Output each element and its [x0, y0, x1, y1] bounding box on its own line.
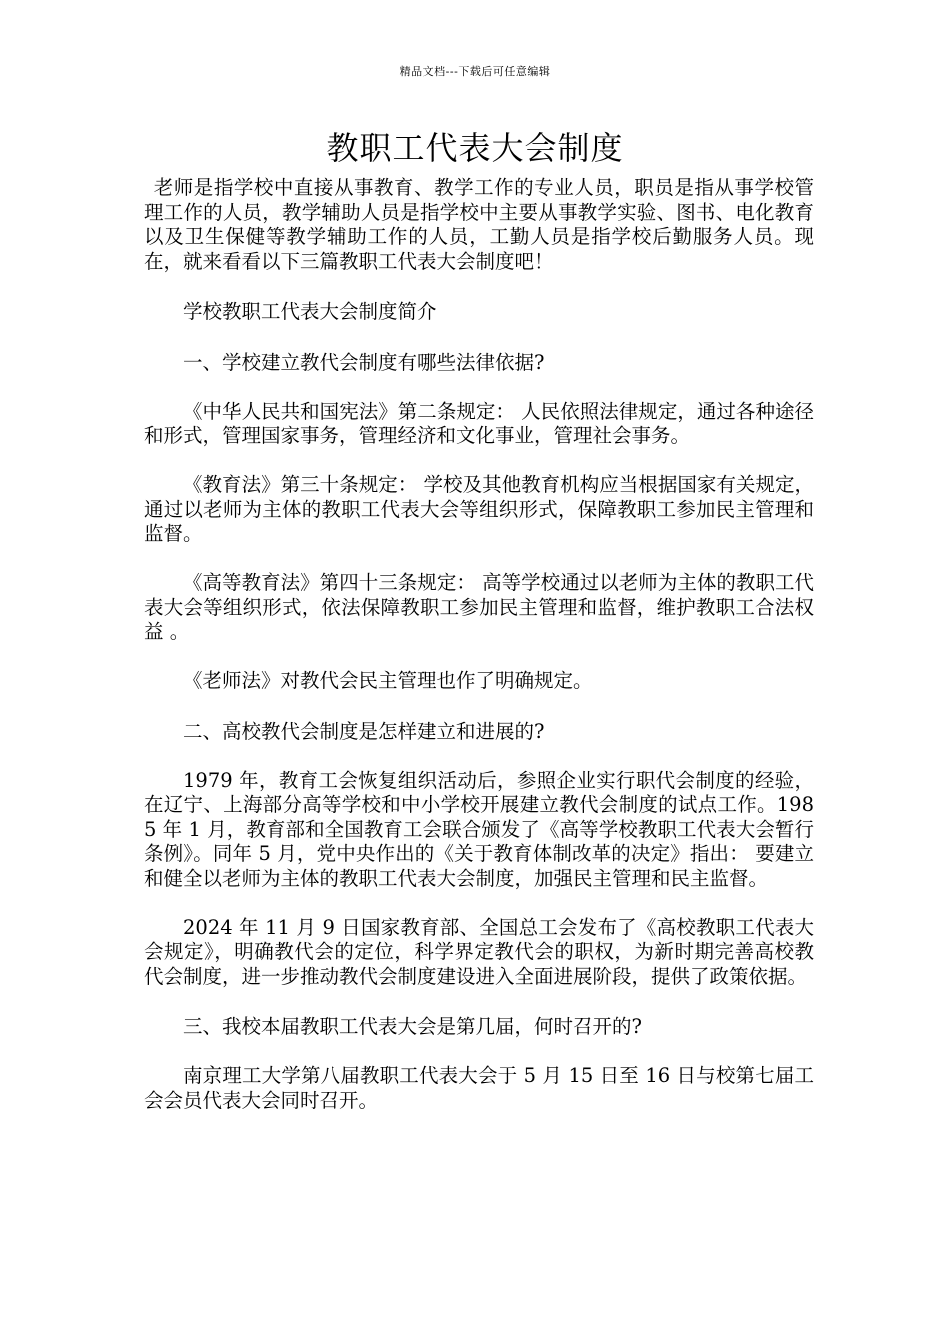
document-body	[144, 176, 814, 1113]
question-heading-1: 一、学校建立教代会制度有哪些法律依据?	[183, 350, 545, 374]
question-heading-2: 二、高校教代会制度是怎样建立和进展的?	[183, 719, 545, 743]
intro-paragraph: 老师是指学校中直接从事教育、教学工作的专业人员，职员是指从事学校管理工作的人员，教学辅助人员是指学校中主要从事教学实验、图书、电化教育以及卫生保健等教学辅助工作的人员，工勤人员是指学校后勤服务人员。现在，就来看看以下三篇教职工代表大会制度吧！	[144, 176, 814, 273]
document-title: 教职工代表大会制度	[326, 129, 624, 167]
body-paragraph: 1979 年，教育工会恢复组织活动后，参照企业实行职代会制度的经验，在辽宁、上海部分高等学校和中小学校开展建立教代会制度的试点工作。1985 年 1 月，教育部和全国教育工会联合颁发了《高等学校教职工代表大会暂行条例》。同年 5 月，党中央作出的《关于教育体制改革的决定》指出： 要建立和健全以老师为主体的教职工代表大会制度，加强民主管理和民主监督。	[144, 768, 814, 890]
section-subtitle: 学校教职工代表大会制度简介	[183, 300, 437, 323]
question-heading-3: 三、我校本届教职工代表大会是第几届，何时召开的?	[183, 1015, 642, 1038]
body-paragraph: 《老师法》对教代会民主管理也作了明确规定。	[183, 669, 593, 692]
body-paragraph: 2024 年 11 月 9 日国家教育部、全国总工会发布了《高校教职工代表大会规定》，明确教代会的定位，科学界定教代会的职权，为新时期完善高校教代会制度，进一步推动教代会制度建设进入全面进展阶段，提供了政策依据。	[144, 915, 814, 988]
body-paragraph: 《中华人民共和国宪法》第二条规定： 人民依照法律规定，通过各种途径和形式，管理国家事务，管理经济和文化事业，管理社会事务。	[144, 399, 814, 447]
header-note: 精品文档---下载后可任意编辑	[399, 65, 551, 78]
body-paragraph: 南京理工大学第八届教职工代表大会于 5 月 15 日至 16 日与校第七届工会会员代表大会同时召开。	[144, 1064, 814, 1112]
body-paragraph: 《高等教育法》第四十三条规定： 高等学校通过以老师为主体的教职工代表大会等组织形式，依法保障教职工参加民主管理和监督，维护教职工合法权益 。	[144, 571, 814, 643]
body-paragraph: 《教育法》第三十条规定： 学校及其他教育机构应当根据国家有关规定，通过以老师为主体的教职工代表大会等组织形式，保障教职工参加民主管理和监督。	[144, 473, 814, 545]
